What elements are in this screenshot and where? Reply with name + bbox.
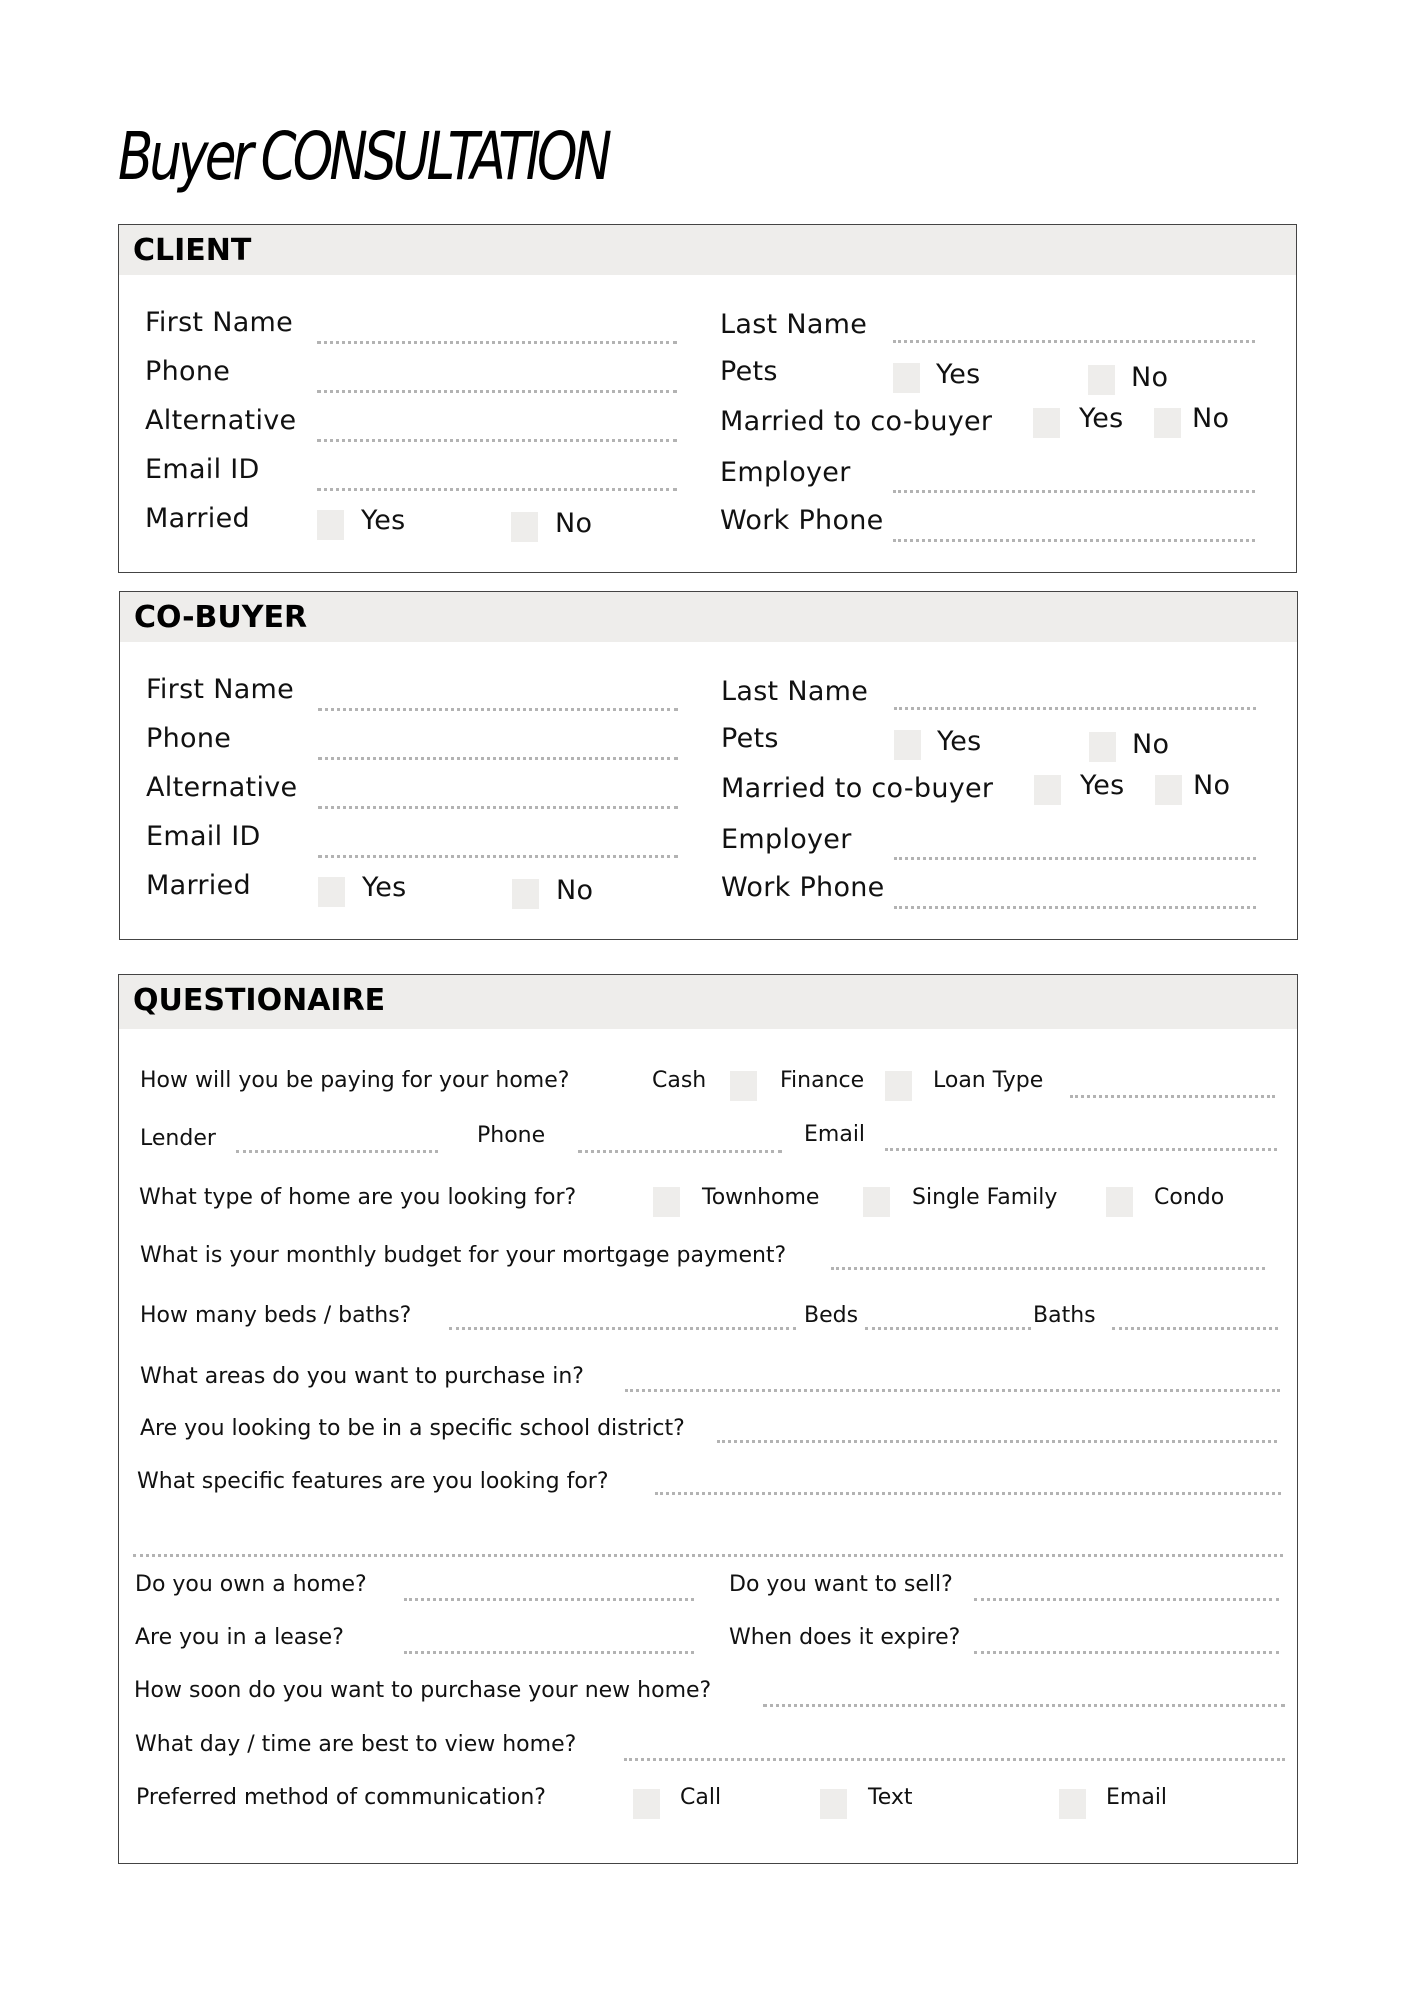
features-question: What specific features are you looking for? xyxy=(137,1469,609,1494)
cash-label: Cash xyxy=(652,1068,707,1093)
beds-field[interactable] xyxy=(865,1327,1031,1330)
day-time-question: What day / time are best to view home? xyxy=(135,1732,577,1757)
pets-yes-label: Yes xyxy=(936,359,981,390)
questionaire-header xyxy=(119,975,1297,1029)
condo-checkbox[interactable] xyxy=(1106,1187,1133,1217)
condo-label: Condo xyxy=(1154,1185,1225,1210)
cobuyer-alternative-field[interactable] xyxy=(318,806,678,809)
townhome-label: Townhome xyxy=(702,1185,820,1210)
phone-field[interactable] xyxy=(317,390,677,393)
cobuyer-work-phone-label: Work Phone xyxy=(721,872,885,903)
cobuyer-employer-label: Employer xyxy=(721,824,852,855)
call-label: Call xyxy=(680,1785,722,1810)
mtc-no-checkbox[interactable] xyxy=(1154,408,1181,438)
cobuyer-first-name-label: First Name xyxy=(146,674,295,705)
work-phone-label: Work Phone xyxy=(720,505,884,536)
areas-field[interactable] xyxy=(625,1389,1280,1392)
cobuyer-work-phone-field[interactable] xyxy=(894,906,1256,909)
how-soon-question: How soon do you want to purchase your new home? xyxy=(134,1678,712,1703)
email-id-label: Email ID xyxy=(145,454,260,485)
loan-type-field[interactable] xyxy=(1070,1095,1275,1098)
communication-question: Preferred method of communication? xyxy=(136,1785,546,1810)
last-name-label: Last Name xyxy=(720,309,868,340)
lender-phone-field[interactable] xyxy=(578,1150,782,1153)
phone-label: Phone xyxy=(145,356,231,387)
alternative-label: Alternative xyxy=(145,405,297,436)
questionaire-header-title: QUESTIONAIRE xyxy=(133,983,386,1018)
finance-checkbox[interactable] xyxy=(885,1071,912,1101)
paying-question: How will you be paying for your home? xyxy=(140,1068,570,1093)
features-field[interactable] xyxy=(655,1492,1281,1495)
cobuyer-last-name-field[interactable] xyxy=(894,707,1256,710)
lender-email-label: Email xyxy=(804,1122,866,1147)
lender-label: Lender xyxy=(140,1126,216,1151)
cash-checkbox[interactable] xyxy=(730,1071,757,1101)
call-checkbox[interactable] xyxy=(633,1789,660,1819)
cobuyer-last-name-label: Last Name xyxy=(721,676,869,707)
cobuyer-pets-yes-checkbox[interactable] xyxy=(894,730,921,760)
budget-question: What is your monthly budget for your mortgage payment? xyxy=(140,1243,787,1268)
pets-yes-checkbox[interactable] xyxy=(893,363,920,393)
cobuyer-first-name-field[interactable] xyxy=(318,708,678,711)
own-home-field[interactable] xyxy=(404,1598,694,1601)
title-buyer: Buyer xyxy=(118,118,250,195)
home-type-question: What type of home are you looking for? xyxy=(139,1185,577,1210)
cobuyer-mtc-no-label: No xyxy=(1193,770,1231,801)
email-id-field[interactable] xyxy=(317,488,677,491)
cobuyer-married-yes-checkbox[interactable] xyxy=(318,877,345,907)
title-consultation: CONSULTATION xyxy=(260,118,609,195)
page-title xyxy=(118,118,608,195)
cobuyer-married-no-label: No xyxy=(556,875,594,906)
client-header xyxy=(119,225,1296,275)
beds-baths-field[interactable] xyxy=(449,1327,796,1330)
married-label: Married xyxy=(145,503,250,534)
expire-field[interactable] xyxy=(974,1651,1279,1654)
own-home-question: Do you own a home? xyxy=(135,1572,367,1597)
married-to-cobuyer-label: Married to co-buyer xyxy=(720,406,993,437)
cobuyer-pets-label: Pets xyxy=(721,723,779,754)
first-name-field[interactable] xyxy=(317,341,677,344)
cobuyer-header-title: CO-BUYER xyxy=(134,600,308,635)
cobuyer-email-id-label: Email ID xyxy=(146,821,261,852)
last-name-field[interactable] xyxy=(893,340,1255,343)
cobuyer-mtc-no-checkbox[interactable] xyxy=(1155,775,1182,805)
alternative-field[interactable] xyxy=(317,439,677,442)
baths-field[interactable] xyxy=(1112,1327,1278,1330)
cobuyer-mtc-yes-label: Yes xyxy=(1080,770,1125,801)
married-no-checkbox[interactable] xyxy=(511,512,538,542)
text-label: Text xyxy=(868,1785,913,1810)
cobuyer-married-to-cobuyer-label: Married to co-buyer xyxy=(721,773,994,804)
cobuyer-pets-no-label: No xyxy=(1132,729,1170,760)
lease-field[interactable] xyxy=(404,1651,694,1654)
beds-label: Beds xyxy=(804,1303,859,1328)
email-comm-checkbox[interactable] xyxy=(1059,1789,1086,1819)
school-question: Are you looking to be in a specific school district? xyxy=(140,1416,685,1441)
single-family-checkbox[interactable] xyxy=(863,1187,890,1217)
loan-type-label: Loan Type xyxy=(933,1068,1044,1093)
employer-field[interactable] xyxy=(893,490,1255,493)
lender-phone-label: Phone xyxy=(477,1123,546,1148)
beds-baths-question: How many beds / baths? xyxy=(140,1303,412,1328)
mtc-yes-checkbox[interactable] xyxy=(1033,408,1060,438)
first-name-label: First Name xyxy=(145,307,294,338)
text-checkbox[interactable] xyxy=(820,1789,847,1819)
want-sell-question: Do you want to sell? xyxy=(729,1572,953,1597)
cobuyer-email-id-field[interactable] xyxy=(318,855,678,858)
baths-label: Baths xyxy=(1033,1303,1096,1328)
cobuyer-married-label: Married xyxy=(146,870,251,901)
single-family-label: Single Family xyxy=(912,1185,1058,1210)
townhome-checkbox[interactable] xyxy=(653,1187,680,1217)
cobuyer-mtc-yes-checkbox[interactable] xyxy=(1034,775,1061,805)
lease-question: Are you in a lease? xyxy=(135,1625,344,1650)
questionaire-section xyxy=(118,974,1298,1864)
married-no-label: No xyxy=(555,508,593,539)
client-header-title: CLIENT xyxy=(133,233,252,268)
cobuyer-pets-yes-label: Yes xyxy=(937,726,982,757)
cobuyer-pets-no-checkbox[interactable] xyxy=(1089,732,1116,762)
finance-label: Finance xyxy=(780,1068,865,1093)
cobuyer-married-yes-label: Yes xyxy=(362,872,407,903)
email-comm-label: Email xyxy=(1106,1785,1168,1810)
school-field[interactable] xyxy=(717,1440,1277,1443)
mtc-yes-label: Yes xyxy=(1079,403,1124,434)
lender-email-field[interactable] xyxy=(885,1148,1277,1151)
cobuyer-married-no-checkbox[interactable] xyxy=(512,879,539,909)
day-time-field[interactable] xyxy=(624,1758,1285,1761)
married-yes-checkbox[interactable] xyxy=(317,510,344,540)
pets-no-label: No xyxy=(1131,362,1169,393)
work-phone-field[interactable] xyxy=(893,539,1255,542)
cobuyer-employer-field[interactable] xyxy=(894,857,1256,860)
cobuyer-phone-field[interactable] xyxy=(318,757,678,760)
mtc-no-label: No xyxy=(1192,403,1230,434)
pets-no-checkbox[interactable] xyxy=(1088,365,1115,395)
employer-label: Employer xyxy=(720,457,851,488)
cobuyer-phone-label: Phone xyxy=(146,723,232,754)
how-soon-field[interactable] xyxy=(763,1704,1285,1707)
cobuyer-section xyxy=(119,591,1298,940)
want-sell-field[interactable] xyxy=(974,1598,1279,1601)
cobuyer-alternative-label: Alternative xyxy=(146,772,298,803)
cobuyer-header xyxy=(120,592,1297,642)
budget-field[interactable] xyxy=(831,1267,1265,1270)
pets-label: Pets xyxy=(720,356,778,387)
lender-field[interactable] xyxy=(236,1150,438,1153)
expire-question: When does it expire? xyxy=(729,1625,961,1650)
features-field-line2[interactable] xyxy=(133,1554,1283,1557)
married-yes-label: Yes xyxy=(361,505,406,536)
areas-question: What areas do you want to purchase in? xyxy=(140,1364,584,1389)
client-section xyxy=(118,224,1297,573)
